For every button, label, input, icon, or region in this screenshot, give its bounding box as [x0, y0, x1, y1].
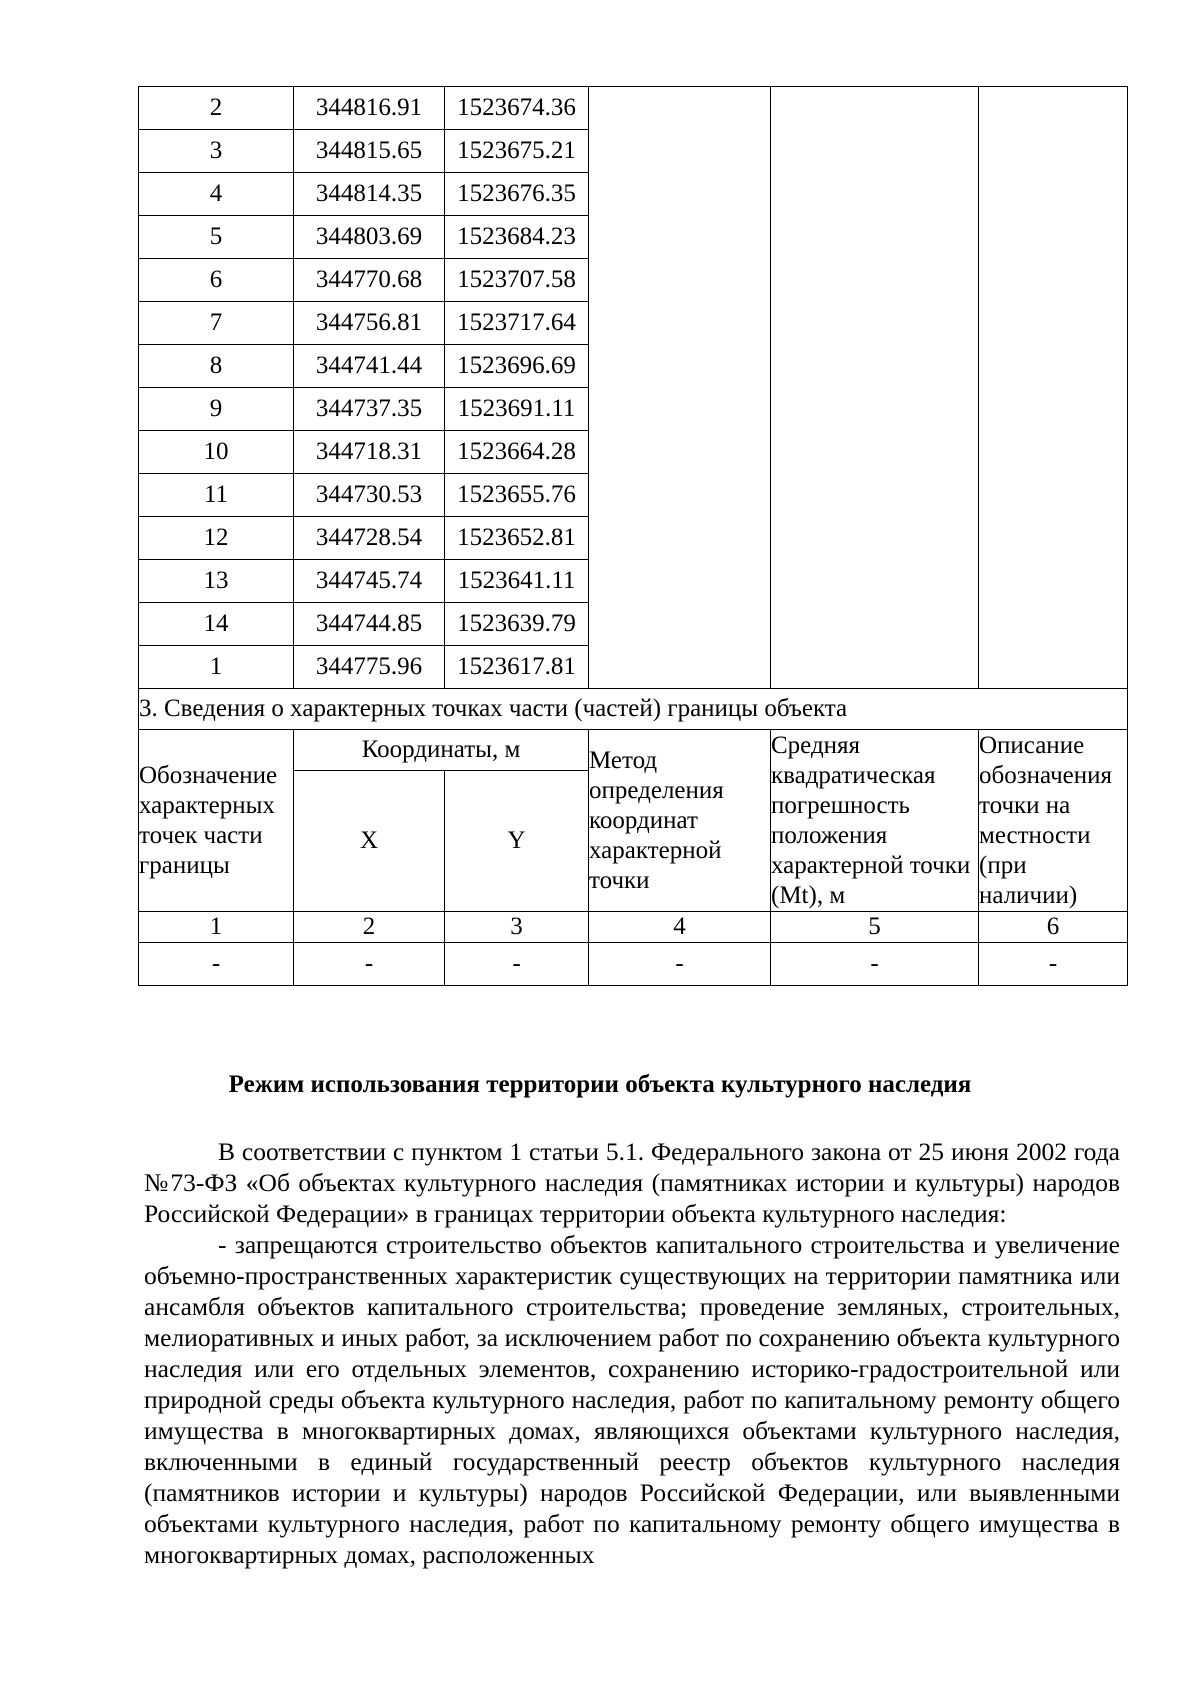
- header-coordinates: Координаты, м: [294, 730, 589, 771]
- section-title-row: [139, 689, 1128, 730]
- point-number: 8: [139, 345, 294, 388]
- point-number: 6: [139, 259, 294, 302]
- point-number: 2: [139, 87, 294, 130]
- dash-cell: -: [771, 943, 979, 986]
- coord-y: 1523639.79: [445, 603, 589, 646]
- coord-y: 1523707.58: [445, 259, 589, 302]
- coord-x: 344718.31: [294, 431, 445, 474]
- point-number: 11: [139, 474, 294, 517]
- header-row: [139, 730, 1128, 771]
- point-number: 12: [139, 517, 294, 560]
- coord-y: 1523684.23: [445, 216, 589, 259]
- top-rows: [139, 87, 1128, 986]
- coord-x: 344745.74: [294, 560, 445, 603]
- coord-y: 1523676.35: [445, 173, 589, 216]
- coord-y: 1523641.11: [445, 560, 589, 603]
- point-number: 3: [139, 130, 294, 173]
- header-y: Y: [445, 771, 589, 912]
- column-number: 3: [445, 912, 589, 943]
- column-number: 4: [589, 912, 771, 943]
- coord-x: 344803.69: [294, 216, 445, 259]
- coord-x: 344775.96: [294, 646, 445, 689]
- column-number: 5: [771, 912, 979, 943]
- coord-y: 1523696.69: [445, 345, 589, 388]
- dash-cell: -: [139, 943, 294, 986]
- coord-y: 1523617.81: [445, 646, 589, 689]
- table-row: [139, 87, 1128, 130]
- coord-x: 344770.68: [294, 259, 445, 302]
- column-number: 1: [139, 912, 294, 943]
- description-cell: [979, 87, 1128, 689]
- error-cell: [771, 87, 979, 689]
- empty-data-row: [139, 943, 1128, 986]
- point-number: 14: [139, 603, 294, 646]
- coord-x: 344737.35: [294, 388, 445, 431]
- coord-x: 344741.44: [294, 345, 445, 388]
- point-number: 9: [139, 388, 294, 431]
- header-x: X: [294, 771, 445, 912]
- dash-cell: -: [979, 943, 1128, 986]
- point-number: 5: [139, 216, 294, 259]
- point-number: 13: [139, 560, 294, 603]
- header-error: Средняя квадратическая погрешность положения характерной точки (Mt), м: [771, 730, 979, 912]
- coord-x: 344744.85: [294, 603, 445, 646]
- header-method: Метод определения координат характерной точки: [589, 730, 771, 912]
- coordinates-table: [138, 86, 1128, 986]
- coord-x: 344728.54: [294, 517, 445, 560]
- point-number: 1: [139, 646, 294, 689]
- regime-heading: Режим использования территории объекта культурного наследия: [228, 1071, 972, 1098]
- coord-y: 1523691.11: [445, 388, 589, 431]
- coord-y: 1523674.36: [445, 87, 589, 130]
- point-number: 7: [139, 302, 294, 345]
- section-3-title: 3. Сведения о характерных точках части (частей) границы объекта: [139, 689, 1128, 730]
- coord-x: 344730.53: [294, 474, 445, 517]
- coord-x: 344814.35: [294, 173, 445, 216]
- coord-y: 1523717.64: [445, 302, 589, 345]
- coord-y: 1523655.76: [445, 474, 589, 517]
- coord-y: 1523664.28: [445, 431, 589, 474]
- column-numbers-row: [139, 912, 1128, 943]
- paragraph-prohibitions: - запрещаются строительство объектов капитального строительства и увеличение объемно-пространственных характеристик существующих на территории памятника или ансамбля объектов капитального строительства; проведение земляных, строительных, мелиоративных и иных работ, за исключением работ по сохранению объекта культурного наследия или его отдельных элементов, сохранению историко-градостроительной или природной среды объекта культурного наследия, работ по капитальному ремонту общего имущества в многоквартирных домах, являющихся объектами культурного наследия, включенными в единый государственный реестр объектов культурного наследия (памятников истории и культуры) народов Российской Федерации, или выявленными объектами культурного наследия, работ по капитальному ремонту общего имущества в многоквартирных домах, расположенных: [144, 1230, 1120, 1569]
- regime-body: [144, 1136, 1120, 1570]
- coord-x: 344815.65: [294, 130, 445, 173]
- header-points: Обозначение характерных точек части границы: [139, 730, 294, 912]
- column-number: 2: [294, 912, 445, 943]
- coord-y: 1523652.81: [445, 517, 589, 560]
- column-number: 6: [979, 912, 1128, 943]
- point-number: 10: [139, 431, 294, 474]
- dash-cell: -: [445, 943, 589, 986]
- header-description: Описание обозначения точки на местности (при наличии): [979, 730, 1128, 912]
- coord-x: 344756.81: [294, 302, 445, 345]
- coord-x: 344816.91: [294, 87, 445, 130]
- point-number: 4: [139, 173, 294, 216]
- dash-cell: -: [589, 943, 771, 986]
- paragraph-intro: В соответствии с пунктом 1 статьи 5.1. Федерального закона от 25 июня 2002 года №73-ФЗ «Об объектах культурного наследия (памятниках истории и культуры) народов Российской Федерации» в границах территории объекта культурного наследия:: [144, 1137, 1120, 1228]
- method-cell: [589, 87, 771, 689]
- dash-cell: -: [294, 943, 445, 986]
- coord-y: 1523675.21: [445, 130, 589, 173]
